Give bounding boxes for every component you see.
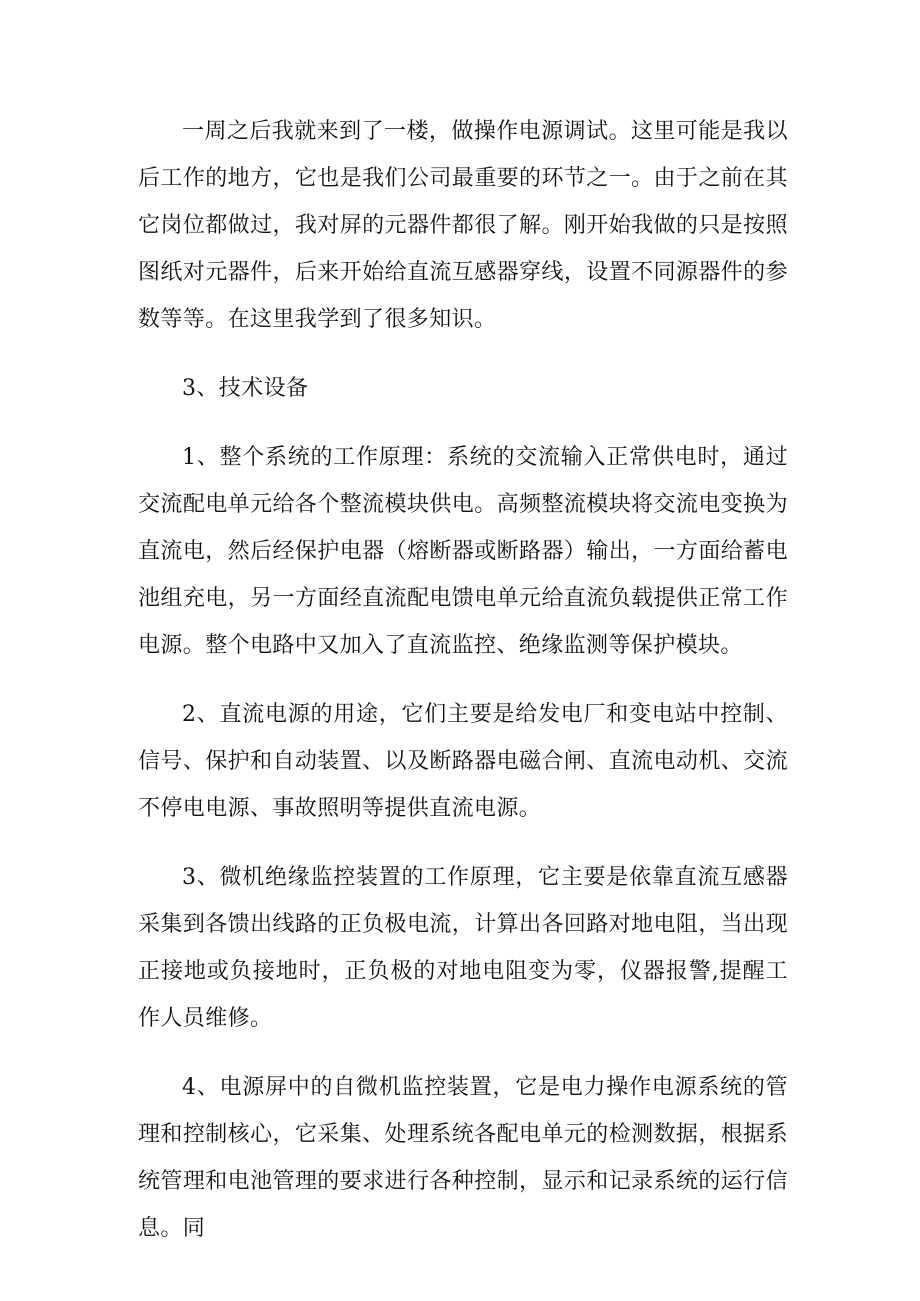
- paragraph-system-principle: 1、整个系统的工作原理：系统的交流输入正常供电时，通过交流配电单元给各个整流模块供电。高频整流模块将交流电变换为直流电，然后经保护电器（熔断器或断路器）输出，一方面给蓄电池组充电，另一方面经直流配电馈电单元给直流负载提供正常工作电源。整个电路中又加入了直流监控、绝缘监测等保护模块。: [138, 445, 788, 658]
- paragraph-monitoring-device: 4、电源屏中的自微机监控装置，它是电力操作电源系统的管理和控制核心，它采集、处理系统各配电单元的检测数据，根据系统管理和电池管理的要求进行各种控制，显示和记录系统的运行信息。同: [138, 1075, 788, 1241]
- paragraph-dc-power-usage: 2、直流电源的用途，它们主要是给发电厂和变电站中控制、信号、保护和自动装置、以及断路器电磁合闸、直流电动机、交流不停电电源、事故照明等提供直流电源。: [138, 702, 788, 821]
- document-body: [138, 108, 788, 1252]
- section-heading-technical-equipment: 3、技术设备: [182, 376, 309, 401]
- paragraph-work-experience: 一周之后我就来到了一楼，做操作电源调试。这里可能是我以后工作的地方，它也是我们公司最重要的环节之一。由于之前在其它岗位都做过，我对屏的元器件都很了解。刚开始我做的只是按照图纸对元器件，后来开始给直流互感器穿线，设置不同源器件的参数等等。在这里我学到了很多知识。: [138, 119, 788, 332]
- paragraph-insulation-monitor: 3、微机绝缘监控装置的工作原理，它主要是依靠直流互感器采集到各馈出线路的正负极电流，计算出各回路对地电阻，当出现正接地或负接地时，正负极的对地电阻变为零，仪器报警,提醒工作人员维修。: [138, 865, 788, 1031]
